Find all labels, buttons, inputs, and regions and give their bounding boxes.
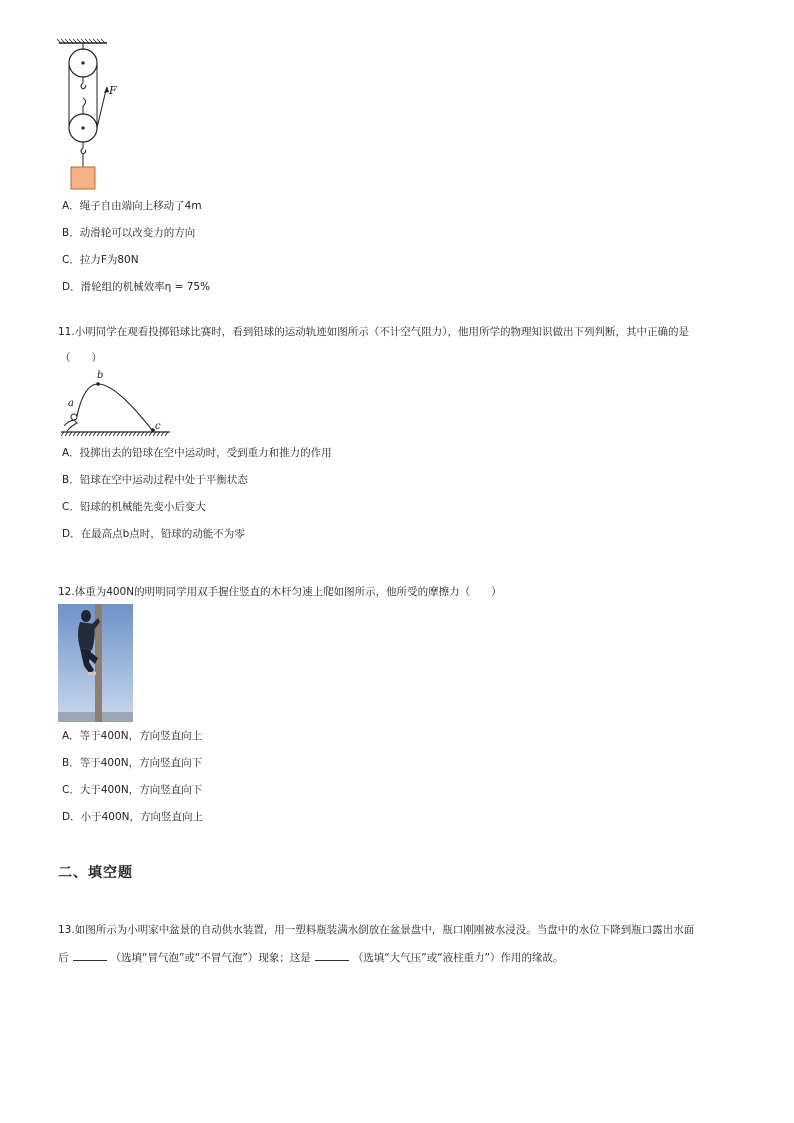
q12-option-b[interactable]: B．等于400N，方向竖直向下 <box>62 757 203 769</box>
section-title-fill-in: 二、填空题 <box>58 865 133 881</box>
force-label: F <box>109 84 117 97</box>
q10-option-c[interactable]: C．拉力F为80N <box>62 254 139 266</box>
q11-option-b[interactable]: B．铅球在空中运动过程中处于平衡状态 <box>62 474 248 486</box>
pole-climbing-photo <box>58 604 133 722</box>
point-c-label: c <box>155 421 161 432</box>
q11-option-d[interactable]: D．在最高点b点时，铅球的动能不为零 <box>62 528 245 540</box>
q13-line1: 13.如图所示为小明家中盆景的自动供水装置，用一塑料瓶装满水倒放在盆景盘中，瓶口刚刚被水浸没。当盘中的水位下降到瓶口露出水面 <box>58 924 695 936</box>
q11-option-a[interactable]: A．投掷出去的铅球在空中运动时，受到重力和推力的作用 <box>62 447 332 459</box>
q10-option-a[interactable]: A．绳子自由端向上移动了4m <box>62 200 202 212</box>
q12-option-a[interactable]: A．等于400N，方向竖直向上 <box>62 730 203 742</box>
q12-option-c[interactable]: C．大于400N，方向竖直向下 <box>62 784 203 796</box>
q13-line2 <box>58 950 564 965</box>
q11-option-c[interactable]: C．铅球的机械能先变小后变大 <box>62 501 206 513</box>
q13-blank-1[interactable] <box>73 950 107 961</box>
q13-text-a: 后 <box>58 952 69 964</box>
q13-text-b: （选填“冒气泡”或“不冒气泡”）现象；这是 <box>110 952 311 964</box>
q12-stem: 12.体重为400N的明明同学用双手握住竖直的木杆匀速上爬如图所示，他所受的摩擦力（ ） <box>58 586 502 598</box>
q11-stem-line2: （ ） <box>60 352 102 364</box>
point-b-label: b <box>97 370 104 381</box>
q13-blank-2[interactable] <box>315 950 349 961</box>
q13-text-c: （选填“大气压”或“液柱重力”）作用的缘故。 <box>352 952 564 964</box>
q10-option-b[interactable]: B．动滑轮可以改变力的方向 <box>62 227 196 239</box>
q11-stem-line1: 11.小明同学在观看投掷铅球比赛时，看到铅球的运动轨迹如图所示（不计空气阻力），他用所学的物理知识做出下列判断，其中正确的是 <box>58 326 689 338</box>
q12-option-d[interactable]: D．小于400N，方向竖直向上 <box>62 811 203 823</box>
pulley-figure <box>55 36 125 194</box>
point-a-label: a <box>68 398 74 409</box>
q10-option-d[interactable]: D．滑轮组的机械效率η = 75% <box>62 281 211 293</box>
